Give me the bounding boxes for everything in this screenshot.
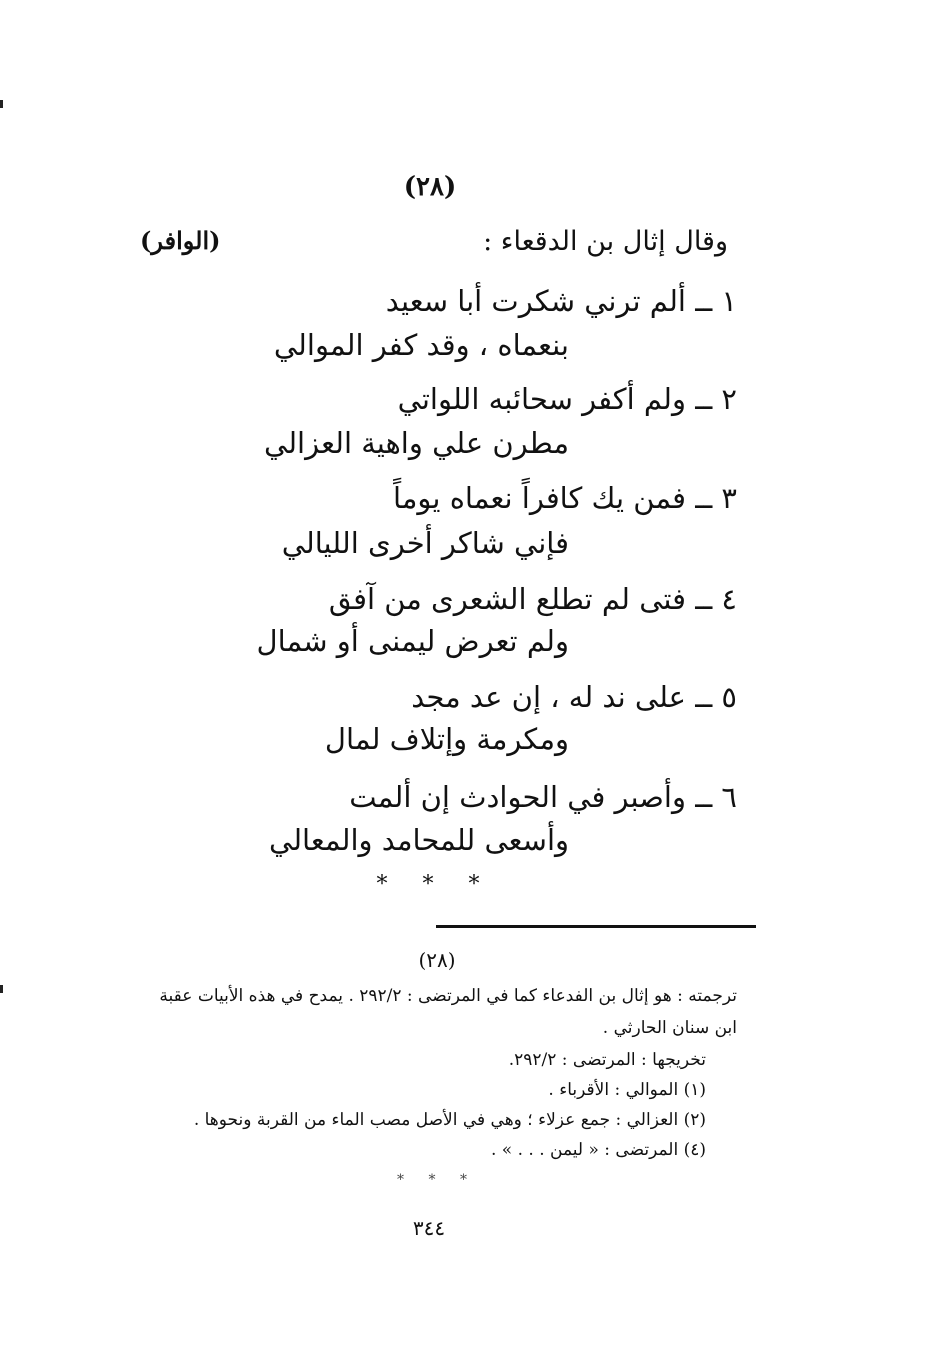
footnote-number: (٢٨): [418, 948, 456, 972]
footnote-rule: [436, 925, 756, 928]
page-number: ٣٤٤: [412, 1216, 446, 1240]
footnote-translation-line-2: ابن سنان الحارثي .: [602, 1018, 737, 1038]
poem-meter: (الوافر): [140, 226, 221, 255]
verse-6-first-hemistich: ٦ ــ وأصبر في الحوادث إن ألمت: [349, 780, 737, 814]
scan-edge-mark: [0, 985, 3, 993]
verse-2-second-hemistich: مطرن علي واهية العزالي: [264, 426, 569, 460]
verse-2-first-hemistich: ٢ ــ ولم أكفر سحائبه اللواتي: [397, 382, 737, 416]
footnote-note-2: (٢) العزالي : جمع عزلاء ؛ وهي في الأصل مصب الماء من القربة ونحوها .: [193, 1110, 706, 1130]
footnote-note-4: (٤) المرتضى : « ليمن . . . » .: [490, 1140, 706, 1160]
poem-number: (٢٨): [403, 172, 457, 202]
poem-end-separator: * * *: [376, 872, 494, 897]
footnote-translation-line-1: ترجمته : هو إثال بن الفدعاء كما في المرتضى : ٢٩٢/٢ . يمدح في هذه الأبيات عقبة: [159, 986, 737, 1006]
verse-4-first-hemistich: ٤ ــ فتى لم تطلع الشعرى من آفق: [328, 582, 737, 616]
verse-4-second-hemistich: ولم تعرض ليمنى أو شمال: [256, 624, 569, 658]
verse-5-first-hemistich: ٥ ــ على ند له ، إن عد مجد: [411, 680, 737, 714]
poem-intro: وقال إثال بن الدقعاء :: [483, 226, 728, 257]
footnote-end-separator: * * *: [397, 1172, 477, 1188]
footnote-note-1: (١) الموالي : الأقرباء .: [548, 1080, 706, 1100]
scan-edge-mark: [0, 100, 3, 108]
verse-6-second-hemistich: وأسعى للمحامد والمعالي: [269, 823, 569, 857]
verse-3-second-hemistich: فإني شاكر أخرى الليالي: [281, 526, 569, 560]
verse-1-first-hemistich: ١ ــ ألم ترني شكرت أبا سعيد: [385, 284, 737, 318]
verse-3-first-hemistich: ٣ ــ فمن يك كافراً نعماه يوماً: [393, 481, 737, 515]
verse-1-second-hemistich: بنعماه ، وقد كفر الموالي: [273, 328, 569, 362]
footnote-takhrij: تخريجها : المرتضى : ٢٩٢/٢.: [508, 1050, 706, 1070]
verse-5-second-hemistich: ومكرمة وإتلاف لمال: [324, 722, 569, 756]
